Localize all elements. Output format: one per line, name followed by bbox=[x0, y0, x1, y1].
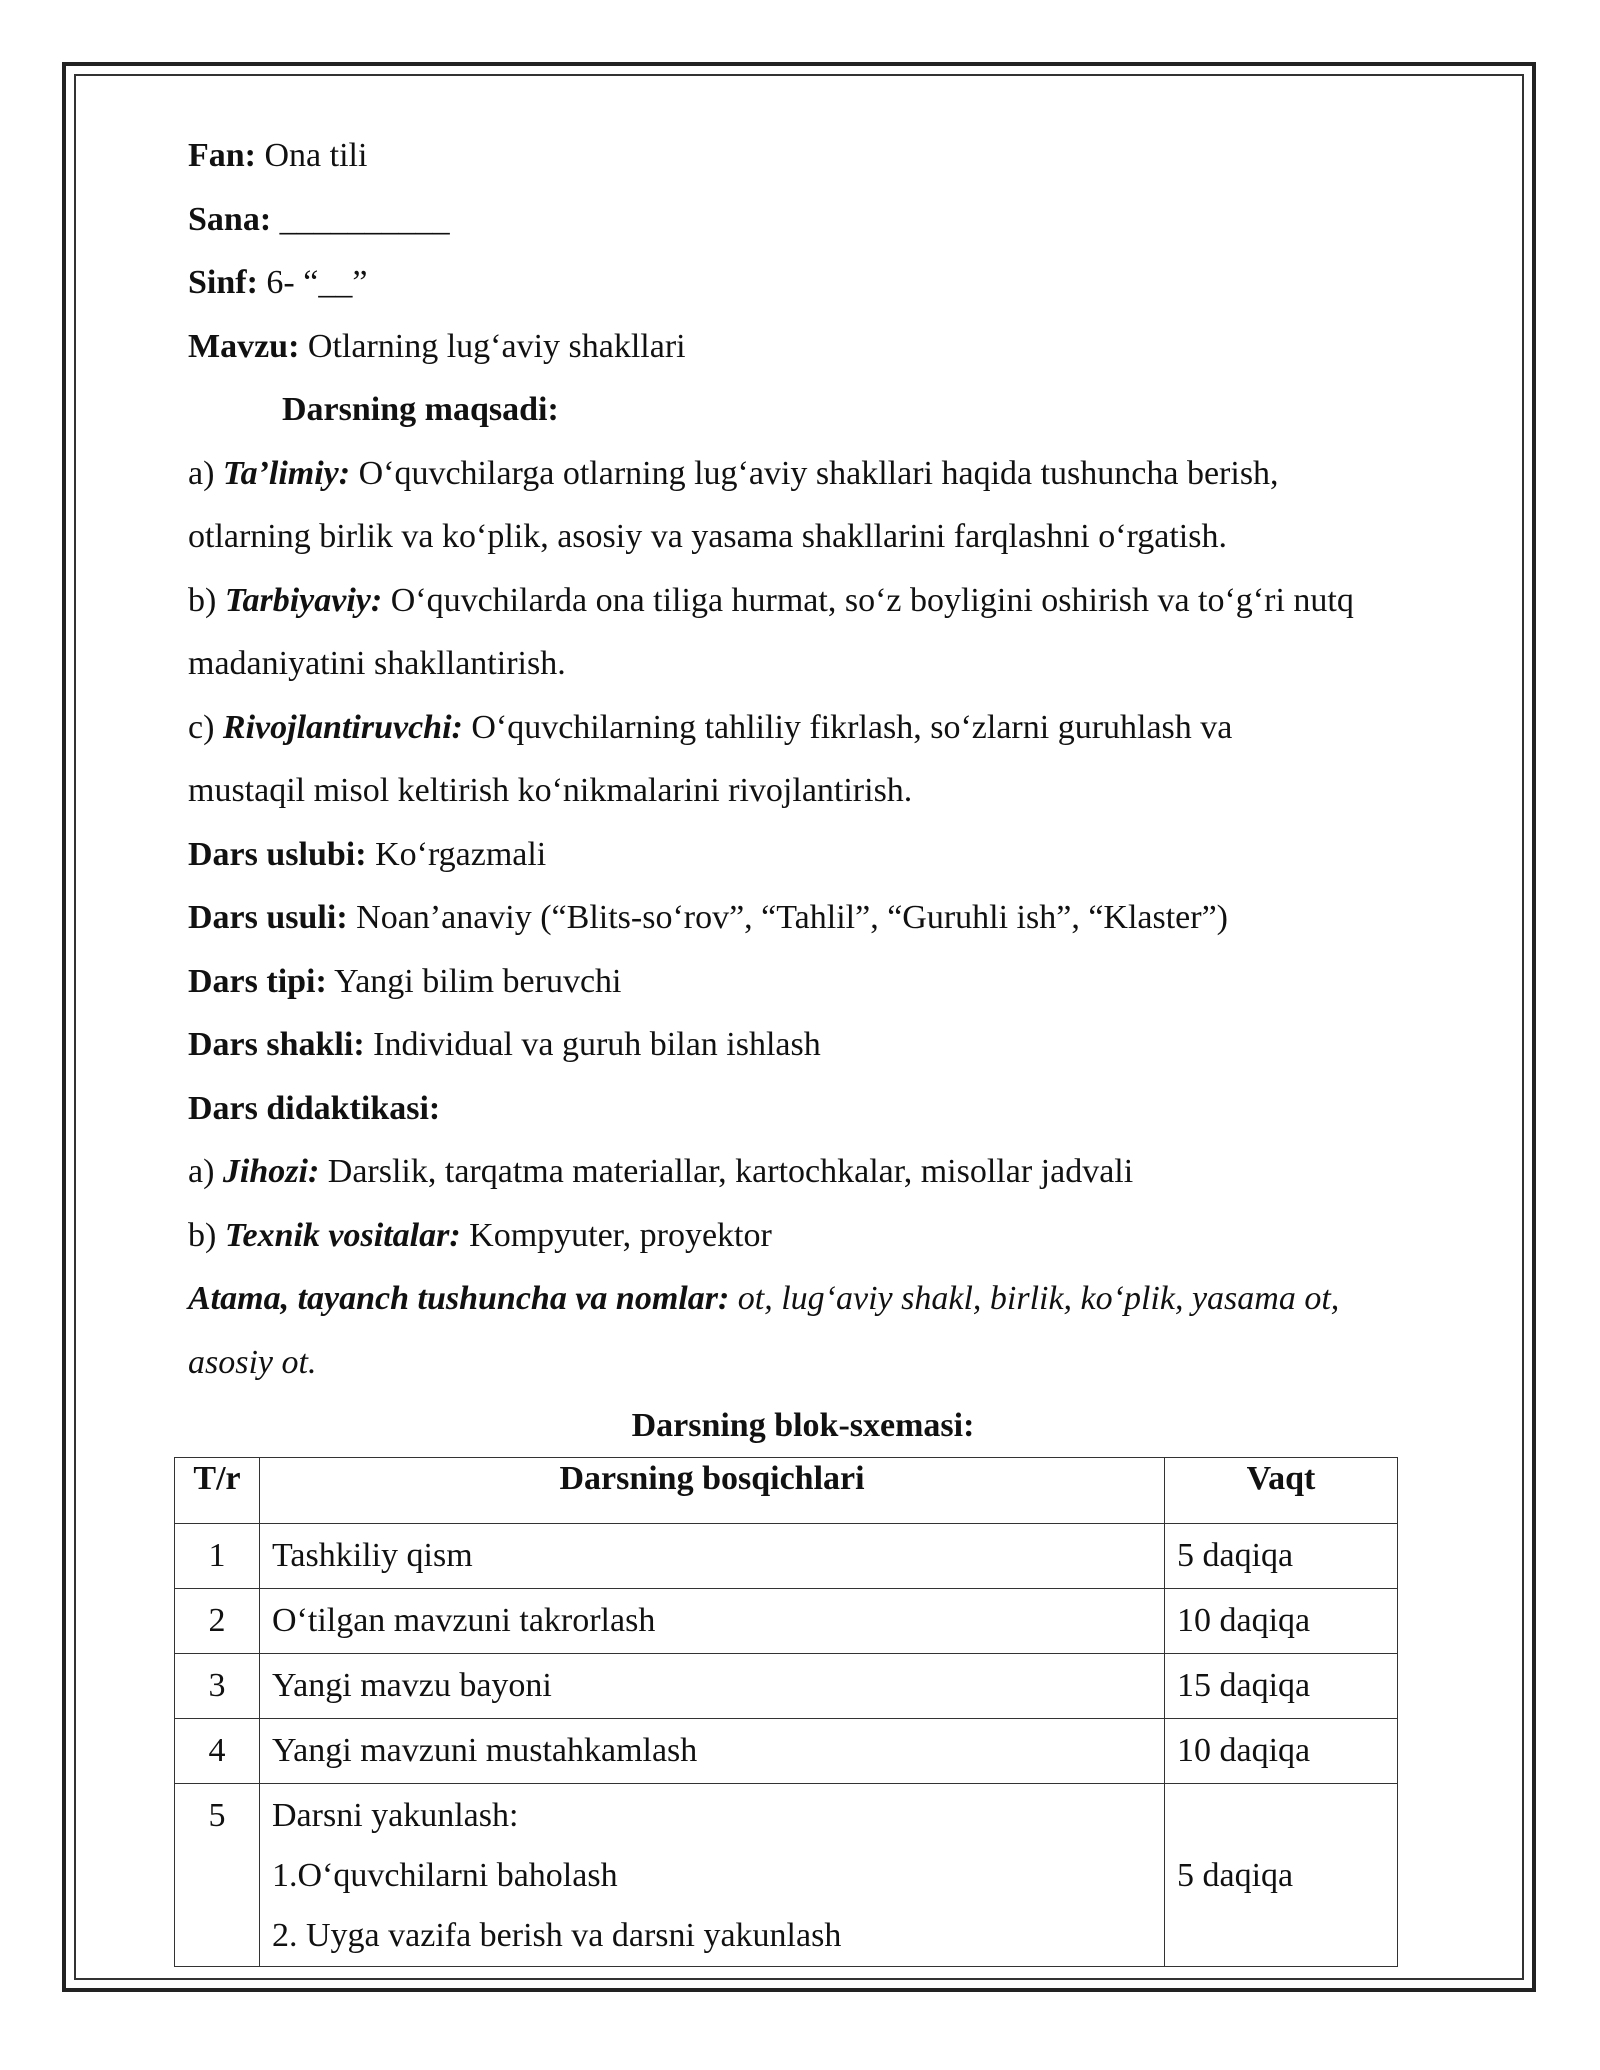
sana-line: Sana: __________ bbox=[188, 200, 450, 238]
uslubi-line: Dars uslubi: Ko‘rgazmali bbox=[188, 835, 547, 873]
lesson-plan-body bbox=[188, 124, 1458, 1458]
atama-line-1: Atama, tayanch tushuncha va nomlar: ot, lug‘aviy shakl, birlik, ko‘plik, yasama ot, bbox=[188, 1280, 1340, 1317]
mavzu-value: Otlarning lug‘aviy shakllari bbox=[307, 327, 686, 365]
talimiy-line-2: otlarning birlik va ko‘plik, asosiy va yasama shakllarini farqlashni o‘rgatish. bbox=[188, 518, 1227, 555]
table-row: 1 Tashkiliy qism 5 daqiqa bbox=[175, 1524, 1398, 1589]
table-row: 2 O‘tilgan mavzuni takrorlash 10 daqiqa bbox=[175, 1589, 1398, 1654]
jihozi-line: a) Jihozi: Darslik, tarqatma materiallar, kartochkalar, misollar jadvali bbox=[188, 1153, 1134, 1190]
rivoj-line-2: mustaqil misol keltirish ko‘nikmalarini rivojlantirish. bbox=[188, 772, 913, 809]
shakli-line: Dars shakli: Individual va guruh bilan ishlash bbox=[188, 1026, 821, 1063]
sana-value: __________ bbox=[279, 200, 450, 238]
mavzu-line: Mavzu: Otlarning lug‘aviy shakllari bbox=[188, 327, 686, 365]
header-tr: T/r bbox=[175, 1458, 260, 1524]
tarbiyaviy-line-1: b) Tarbiyaviy: O‘quvchilarda ona tiliga hurmat, so‘z boyligini oshirish va to‘g‘ri nutq bbox=[188, 581, 1354, 619]
header-time: Vaqt bbox=[1165, 1458, 1398, 1524]
tarbiyaviy-line-2: madaniyatini shakllantirish. bbox=[188, 645, 566, 682]
fan-value: Ona tili bbox=[264, 137, 368, 174]
rivoj-line-1: c) Rivojlantiruvchi: O‘quvchilarning tahliliy fikrlash, so‘zlarni guruhlash va bbox=[188, 708, 1233, 746]
atama-line-2: asosiy ot. bbox=[188, 1343, 317, 1381]
didaktika-line: Dars didaktikasi: bbox=[188, 1089, 441, 1127]
fan-line: Fan: Ona tili bbox=[188, 137, 368, 174]
table-header-row bbox=[175, 1458, 1398, 1524]
sinf-line: Sinf: 6- “__” bbox=[188, 264, 368, 301]
texnik-line: b) Texnik vositalar: Kompyuter, proyektor bbox=[188, 1216, 772, 1254]
sinf-value: 6- “__” bbox=[266, 264, 368, 301]
header-stages: Darsning bosqichlari bbox=[260, 1458, 1165, 1524]
blok-title: Darsning blok-sxemasi: bbox=[631, 1407, 975, 1444]
table-row-final: 5 Darsni yakunlash: 1.O‘quvchilarni baholash 2. Uyga vazifa berish va darsni yakunlash 5 daqiqa bbox=[175, 1784, 1398, 1967]
talimiy-line-1: a) Ta’limiy: O‘quvchilarga otlarning lug‘aviy shakllari haqida tushuncha berish, bbox=[188, 454, 1279, 492]
maqsad-title: Darsning maqsadi: bbox=[282, 391, 559, 428]
usuli-line: Dars usuli: Noan’anaviy (“Blits-so‘rov”, “Tahlil”, “Guruhli ish”, “Klaster”) bbox=[188, 899, 1229, 936]
table-row: 3 Yangi mavzu bayoni 15 daqiqa bbox=[175, 1654, 1398, 1719]
tipi-line: Dars tipi: Yangi bilim beruvchi bbox=[188, 962, 622, 1000]
final-stage-cell: Darsni yakunlash: 1.O‘quvchilarni baholash 2. Uyga vazifa berish va darsni yakunlash bbox=[260, 1784, 1165, 1967]
blok-sxema-table bbox=[174, 1457, 1398, 1967]
table-row: 4 Yangi mavzuni mustahkamlash 10 daqiqa bbox=[175, 1719, 1398, 1784]
